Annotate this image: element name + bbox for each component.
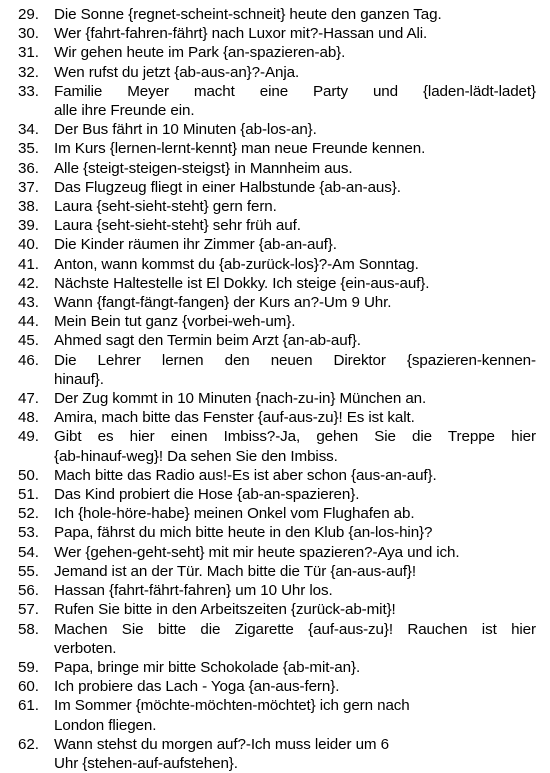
exercise-number: 41. [18, 255, 39, 273]
exercise-text-line: hinauf}. [54, 370, 104, 388]
exercise-text [54, 581, 536, 600]
exercise-number: 40. [18, 236, 39, 254]
exercise-number: 47. [18, 390, 39, 408]
exercise-number: 31. [18, 44, 39, 62]
exercise-text-line: Rufen Sie bitte in den Arbeitszeiten {zurück-ab-mit}! [54, 601, 396, 619]
exercise-text [54, 216, 536, 235]
exercise-number: 45. [18, 332, 39, 350]
exercise-item [18, 82, 536, 120]
exercise-number: 61. [18, 697, 39, 715]
exercise-number: 37. [18, 178, 39, 196]
exercise-text [54, 139, 536, 158]
exercise-text-line: Jemand ist an der Tür. Mach bitte die Tür {an-aus-auf}! [54, 562, 417, 580]
exercise-item [18, 159, 536, 178]
exercise-item [18, 139, 536, 158]
exercise-item [18, 427, 536, 465]
exercise-text [54, 600, 536, 619]
exercise-text-line: Im Sommer {möchte-möchten-möchtet} ich gern nach [54, 697, 410, 715]
exercise-text [54, 735, 536, 773]
exercise-text-line: Uhr {stehen-auf-aufstehen}. [54, 754, 238, 772]
exercise-text [54, 293, 536, 312]
exercise-item [18, 620, 536, 658]
exercise-number: 56. [18, 582, 39, 600]
exercise-text-line: Wann stehst du morgen auf?-Ich muss leider um 6 [54, 735, 389, 753]
exercise-text [54, 312, 536, 331]
exercise-list [18, 5, 536, 773]
exercise-item [18, 331, 536, 350]
exercise-text-line: Amira, mach bitte das Fenster {auf-aus-zu}! Es ist kalt. [54, 409, 415, 427]
exercise-text [54, 120, 536, 139]
exercise-text [54, 5, 536, 24]
exercise-number: 60. [18, 678, 39, 696]
exercise-text [54, 677, 536, 696]
exercise-number: 43. [18, 294, 39, 312]
exercise-text [54, 255, 536, 274]
exercise-number: 38. [18, 198, 39, 216]
exercise-text-line: Papa, fährst du mich bitte heute in den Klub {an-los-hin}? [54, 524, 433, 542]
exercise-number: 51. [18, 486, 39, 504]
exercise-text [54, 696, 536, 734]
exercise-number: 62. [18, 735, 39, 753]
exercise-number: 42. [18, 274, 39, 292]
exercise-text-line: London fliegen. [54, 716, 157, 734]
exercise-text-line: Hassan {fahrt-fährt-fahren} um 10 Uhr los. [54, 582, 333, 600]
exercise-item [18, 178, 536, 197]
exercise-item [18, 485, 536, 504]
exercise-item [18, 63, 536, 82]
exercise-item [18, 543, 536, 562]
exercise-text-line: Ich {hole-höre-habe} meinen Onkel vom Flughafen ab. [54, 505, 415, 523]
exercise-item [18, 658, 536, 677]
exercise-text-line: Ich probiere das Lach - Yoga {an-aus-fern}. [54, 678, 340, 696]
exercise-text [54, 274, 536, 293]
exercise-item [18, 408, 536, 427]
exercise-item [18, 43, 536, 62]
exercise-text [54, 82, 536, 120]
exercise-text-line: Das Kind probiert die Hose {ab-an-spazieren}. [54, 486, 360, 504]
exercise-item [18, 504, 536, 523]
exercise-text [54, 562, 536, 581]
exercise-text-line: Machen Sie bitte die Zigarette {auf-aus-zu}! Rauchen ist hier [54, 620, 536, 638]
exercise-item [18, 216, 536, 235]
exercise-number: 59. [18, 658, 39, 676]
exercise-text [54, 466, 536, 485]
exercise-text-line: Anton, wann kommst du {ab-zurück-los}?-Am Sonntag. [54, 255, 419, 273]
exercise-text [54, 504, 536, 523]
exercise-text [54, 197, 536, 216]
exercise-number: 54. [18, 543, 39, 561]
exercise-number: 55. [18, 562, 39, 580]
exercise-number: 36. [18, 159, 39, 177]
exercise-text [54, 63, 536, 82]
exercise-number: 57. [18, 601, 39, 619]
exercise-text-line: Mach bitte das Radio aus!-Es ist aber schon {aus-an-auf}. [54, 466, 437, 484]
exercise-item [18, 466, 536, 485]
exercise-item [18, 255, 536, 274]
exercise-text-line: Die Sonne {regnet-scheint-schneit} heute den ganzen Tag. [54, 6, 442, 23]
exercise-number: 35. [18, 140, 39, 158]
exercise-text-line: Ahmed sagt den Termin beim Arzt {an-ab-auf}. [54, 332, 361, 350]
exercise-text [54, 178, 536, 197]
exercise-item [18, 197, 536, 216]
exercise-number: 48. [18, 409, 39, 427]
exercise-text-line: Wer {gehen-geht-seht} mit mir heute spazieren?-Aya und ich. [54, 543, 460, 561]
exercise-text-line: Im Kurs {lernen-lernt-kennt} man neue Freunde kennen. [54, 140, 426, 158]
exercise-text-line: Nächste Haltestelle ist El Dokky. Ich steige {ein-aus-auf}. [54, 274, 430, 292]
exercise-item [18, 24, 536, 43]
exercise-item [18, 389, 536, 408]
exercise-item [18, 5, 536, 24]
exercise-text-line: Mein Bein tut ganz {vorbei-weh-um}. [54, 313, 296, 331]
exercise-number: 50. [18, 466, 39, 484]
exercise-text-line: Gibt es hier einen Imbiss?-Ja, gehen Sie die Treppe hier [54, 428, 536, 446]
exercise-text-line: Alle {steigt-steigen-steigst} in Mannheim aus. [54, 159, 353, 177]
exercise-number: 44. [18, 313, 39, 331]
exercise-item [18, 312, 536, 331]
exercise-text [54, 159, 536, 178]
exercise-text [54, 427, 536, 465]
exercise-item [18, 581, 536, 600]
exercise-item [18, 120, 536, 139]
exercise-text [54, 485, 536, 504]
exercise-text [54, 658, 536, 677]
exercise-item [18, 562, 536, 581]
exercise-item [18, 235, 536, 254]
exercise-text [54, 408, 536, 427]
exercise-text [54, 24, 536, 43]
exercise-item [18, 293, 536, 312]
exercise-number: 52. [18, 505, 39, 523]
exercise-item [18, 600, 536, 619]
exercise-text [54, 389, 536, 408]
exercise-number: 29. [18, 6, 39, 23]
exercise-text-line: alle ihre Freunde ein. [54, 102, 195, 120]
exercise-text-line: Laura {seht-sieht-steht} gern fern. [54, 198, 277, 216]
exercise-text [54, 523, 536, 542]
exercise-text-line: Wen rufst du jetzt {ab-aus-an}?-Anja. [54, 63, 300, 81]
exercise-text [54, 331, 536, 350]
exercise-text-line: Der Zug kommt in 10 Minuten {nach-zu-in} München an. [54, 390, 427, 408]
exercise-text-line: Wir gehen heute im Park {an-spazieren-ab}. [54, 44, 346, 62]
exercise-number: 39. [18, 217, 39, 235]
exercise-item [18, 274, 536, 293]
exercise-text-line: Papa, bringe mir bitte Schokolade {ab-mit-an}. [54, 658, 361, 676]
exercise-item [18, 696, 536, 734]
exercise-number: 34. [18, 121, 39, 139]
exercise-text-line: Familie Meyer macht eine Party und {laden-lädt-ladet} [54, 82, 536, 100]
exercise-number: 46. [18, 351, 39, 369]
exercise-text [54, 43, 536, 62]
exercise-number: 58. [18, 620, 39, 638]
exercise-text [54, 620, 536, 658]
exercise-number: 30. [18, 25, 39, 43]
exercise-item [18, 351, 536, 389]
exercise-text-line: Wer {fahrt-fahren-fährt} nach Luxor mit?-Hassan und Ali. [54, 25, 428, 43]
exercise-text-line: {ab-hinauf-weg}! Da sehen Sie den Imbiss. [54, 447, 338, 465]
exercise-text [54, 235, 536, 254]
exercise-text-line: Der Bus fährt in 10 Minuten {ab-los-an}. [54, 121, 317, 139]
exercise-text-line: verboten. [54, 639, 117, 657]
exercise-number: 33. [18, 82, 39, 100]
exercise-text [54, 543, 536, 562]
exercise-number: 53. [18, 524, 39, 542]
exercise-text-line: Laura {seht-sieht-steht} sehr früh auf. [54, 217, 301, 235]
exercise-text [54, 351, 536, 389]
exercise-item [18, 677, 536, 696]
exercise-item [18, 523, 536, 542]
exercise-item [18, 735, 536, 773]
exercise-text-line: Das Flugzeug fliegt in einer Halbstunde {ab-an-aus}. [54, 178, 401, 196]
exercise-text-line: Die Lehrer lernen den neuen Direktor {spazieren-kennen- [54, 351, 536, 369]
exercise-number: 32. [18, 63, 39, 81]
exercise-text-line: Die Kinder räumen ihr Zimmer {ab-an-auf}. [54, 236, 337, 254]
exercise-number: 49. [18, 428, 39, 446]
exercise-text-line: Wann {fangt-fängt-fangen} der Kurs an?-Um 9 Uhr. [54, 294, 392, 312]
